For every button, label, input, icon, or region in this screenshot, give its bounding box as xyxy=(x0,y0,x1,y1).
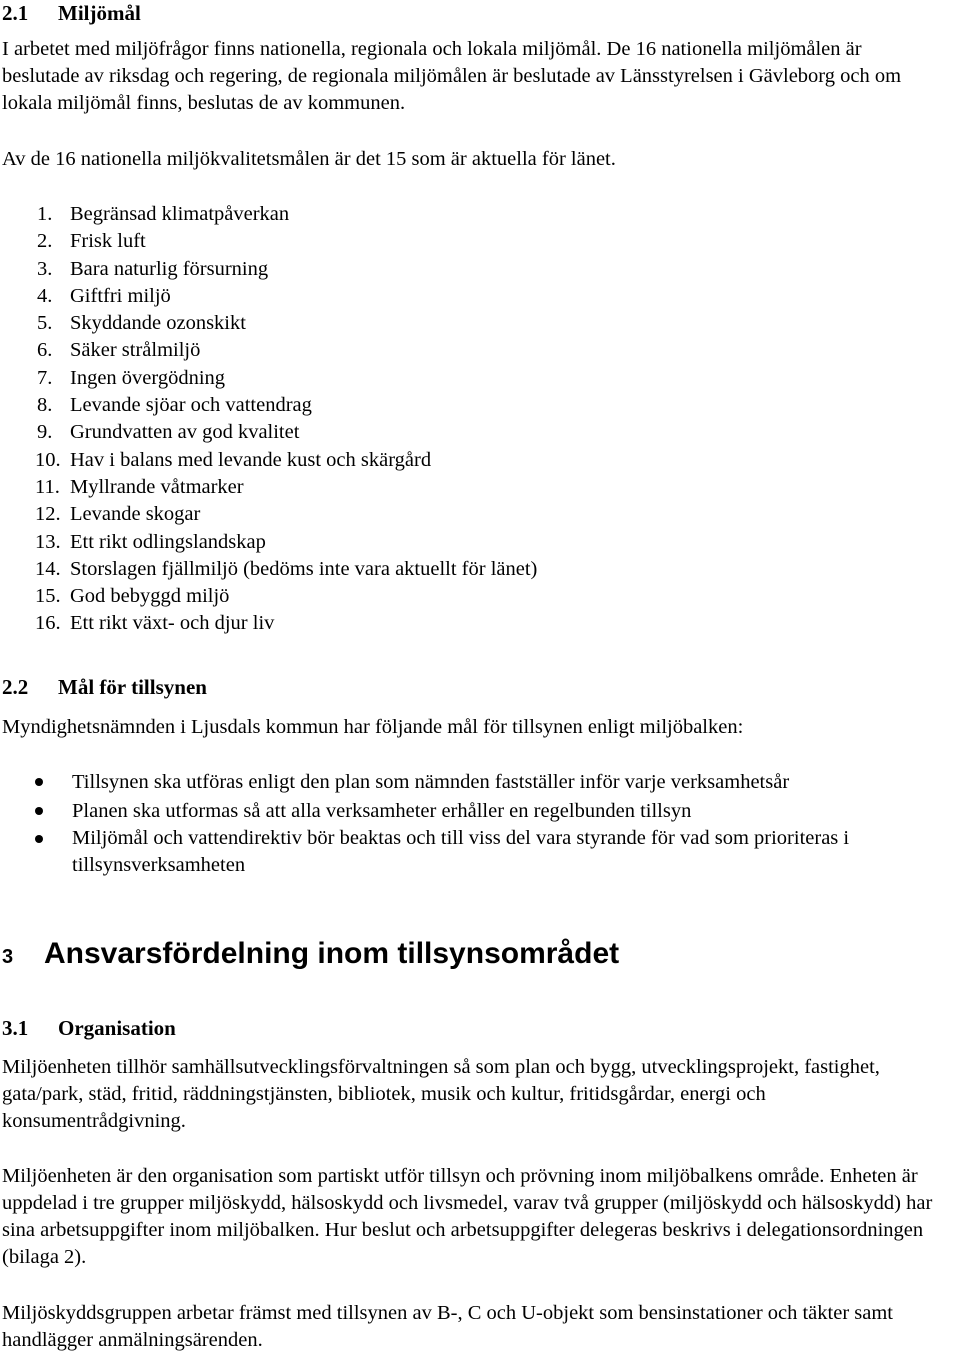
list-item: Planen ska utformas så att alla verksamheter erhåller en regelbunden tillsyn xyxy=(2,797,952,826)
list-item: 9. Grundvatten av god kvalitet xyxy=(37,421,300,444)
bullet-icon xyxy=(35,778,43,786)
bullet-icon xyxy=(35,835,43,843)
paragraph-miljoenheten: Miljöenheten är den organisation som partiskt utför tillsyn och prövning inom miljöbalkens område. Enheten är uppdelad i tre grupper miljöskydd, hälsoskydd och livsmedel, varav två grupper (miljöskydd och hälsoskydd) har sina arbetsuppgifter inom miljöbalken. Hur beslut och arbetsuppgifter delegeras beskrivs i delegationsordningen (bilaga 2). xyxy=(2,1165,933,1268)
list-item: 13. Ett rikt odlingslandskap xyxy=(35,530,266,553)
section-number: 3.1 xyxy=(2,1016,29,1040)
section-heading-2-2 xyxy=(2,674,207,701)
list-item: 12. Levande skogar xyxy=(35,503,201,526)
list-item: 7. Ingen övergödning xyxy=(37,366,226,389)
list-item: 4. Giftfri miljö xyxy=(37,284,171,307)
tillsyn-goals-list xyxy=(2,768,952,879)
list-item: 11. Myllrande våtmarker xyxy=(35,475,244,498)
list-item: 1. Begränsad klimatpåverkan xyxy=(37,203,290,225)
section-heading-2-1 xyxy=(2,0,141,27)
list-item: 6. Säker strålmiljö xyxy=(37,339,201,362)
section-title: Mål för tillsynen xyxy=(58,675,207,699)
section-number: 2.1 xyxy=(2,1,29,25)
section-title: Miljömål xyxy=(58,1,141,25)
chapter-heading-3 xyxy=(2,929,619,977)
list-item: 14. Storslagen fjällmiljö (bedöms inte vara aktuellt för länet) xyxy=(35,557,538,580)
list-item: 15. God bebyggd miljö xyxy=(35,585,230,608)
section-title: Organisation xyxy=(58,1016,176,1040)
list-item: 10. Hav i balans med levande kust och skärgård xyxy=(35,448,432,471)
paragraph-organisation: Miljöenheten tillhör samhällsutvecklingsförvaltningen så som plan och bygg, utvecklingsprojekt, fastighet, gata/park, städ, fritid, räddningstjänsten, bibliotek, musik och kultur, fritidsgårdar, energi och konsumentrådgivning. xyxy=(2,1056,880,1132)
list-item: 3. Bara naturlig försurning xyxy=(37,257,269,280)
list-item: 8. Levande sjöar och vattendrag xyxy=(37,394,312,417)
environmental-goals-list xyxy=(2,201,902,638)
list-item: Miljömål och vattendirektiv bör beaktas och till viss del vara styrande för vad som prioriteras i tillsynsverksamheten xyxy=(2,825,952,879)
section-heading-3-1 xyxy=(2,1015,176,1042)
list-item: 2. Frisk luft xyxy=(37,230,146,253)
list-item: 5. Skyddande ozonskikt xyxy=(37,312,246,335)
chapter-title: Ansvarsfördelning inom tillsynsområdet xyxy=(44,937,620,970)
section-number: 2.2 xyxy=(2,675,29,699)
paragraph-nationella-mal: Av de 16 nationella miljökvalitetsmålen är det 15 som är aktuella för länet. xyxy=(2,148,616,170)
paragraph-miljomal-intro: I arbetet med miljöfrågor finns nationella, regionala och lokala miljömål. De 16 nationella miljömålen är beslutade av riksdag och regering, de regionala miljömålen är beslutade av Länsstyrelsen i Gävleborg och om lokala miljömål finns, beslutas de av kommunen. xyxy=(2,38,902,114)
list-item: Tillsynen ska utföras enligt den plan som nämnden fastställer inför varje verksamhetsår xyxy=(2,768,952,797)
paragraph-tillsyn-intro: Myndighetsnämnden i Ljusdals kommun har följande mål för tillsynen enligt miljöbalken: xyxy=(2,716,744,738)
paragraph-miljoskyddsgruppen: Miljöskyddsgruppen arbetar främst med tillsynen av B-, C och U-objekt som bensinstationer och täkter samt handlägger anmälningsärenden. xyxy=(2,1302,893,1351)
list-item: 16. Ett rikt växt- och djur liv xyxy=(35,612,275,635)
bullet-icon xyxy=(35,807,43,815)
chapter-number: 3 xyxy=(2,946,14,968)
